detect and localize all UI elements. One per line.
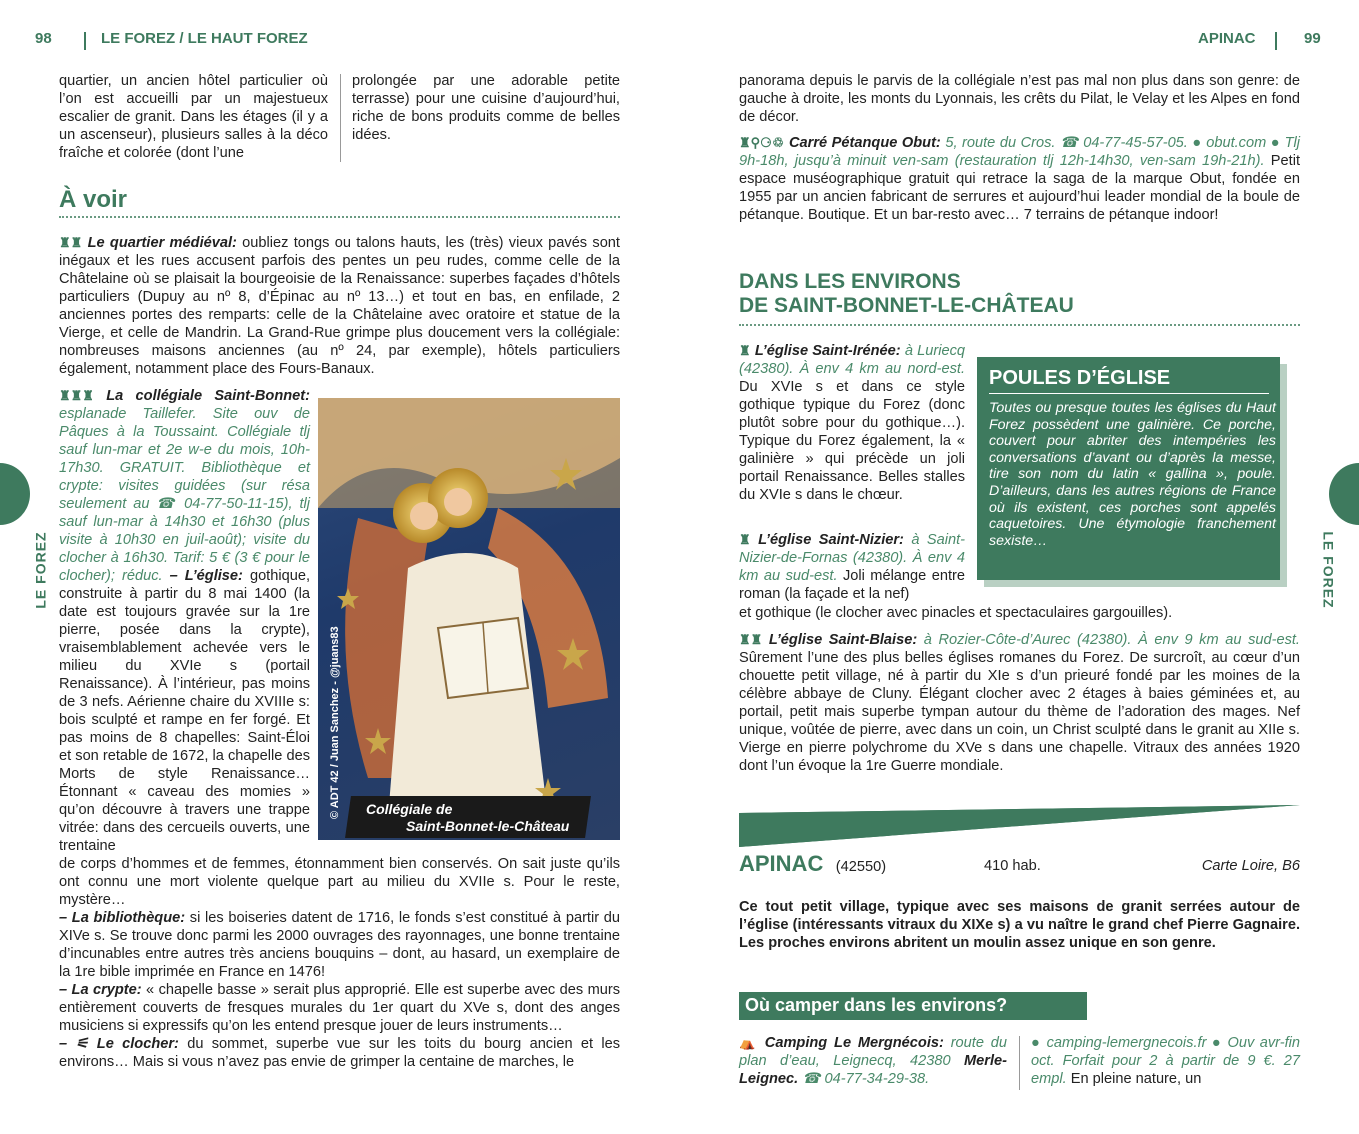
environs-title-2: DE SAINT-BONNET-LE-CHÂTEAU xyxy=(739,294,1074,317)
poules-title: POULES D’ÉGLISE xyxy=(989,367,1171,389)
left-running-title: LE FOREZ / LE HAUT FOREZ xyxy=(101,30,308,47)
collegiale-intro xyxy=(59,387,310,855)
apinac-banner xyxy=(739,805,1300,847)
clocher-text: du sommet, superbe vue sur les toits du bourg ancien et les environs… Mais si vous n’avez pas envie de grimper la centaine de marches, le xyxy=(59,1036,620,1070)
camping-col2-text: En pleine nature, un xyxy=(1066,1071,1202,1087)
apinac-code: (42550) xyxy=(835,859,887,875)
apinac-pop: 410 hab. xyxy=(984,858,1041,874)
left-top-col2: prolongée par une adorable petite terrasse) pour une cuisine d’aujourd’hui, riche de bons produits comme de belles idées. xyxy=(352,73,620,143)
right-top-text: panorama depuis le parvis de la collégiale n’est pas mal non plus dans son genre: de gauche à droite, les monts du Lyonnais, les crêts du Pilat, le Velay et les Alpes en fond de décor. xyxy=(739,73,1300,125)
clocher-label: – ⚟ Le clocher: xyxy=(59,1036,179,1052)
blaise-title: L’église Saint-Blaise: xyxy=(768,632,918,648)
left-page-number: 98 xyxy=(35,30,52,47)
poules-box xyxy=(977,357,1280,580)
left-side-label: LE FOREZ xyxy=(32,531,49,609)
eglise-cont: de corps d’hommes et de femmes, étonnamment bien conservés. On sait juste qu’ils ont connu une mort violente quelque part au milieu du XVIIe s. Pour le reste, mystère… xyxy=(59,856,620,908)
nizier-text: Joli mélange entre roman (la façade et la nef) xyxy=(739,568,965,602)
camping-info1: route du plan d’eau, Leignecq, 42380 xyxy=(739,1035,1008,1069)
carre-text: Petit espace muséographique gratuit qui retrace la saga de la marque Obut, fondée en 1955 par un ancien fabricant de serrures et aujourd’hui leader mondial de la boule de pétanque. Boutique. Et un bar-resto avec… 7 terrains de pétanque indoor! xyxy=(739,153,1301,223)
biblio-text: si les boiseries datent de 1716, le fonds s’est constitué à partir du XIVe s. Se trouve donc parmi les 2000 ouvrages des rayonnages, une bonne trentaine d’incunables entre autres très anciens bouquins – dont, au hasard, un exemplaire de la 1re bible imprimée en France en 1476! xyxy=(59,910,621,980)
monument-icon: ♜ xyxy=(739,532,751,547)
header-divider-left xyxy=(84,32,86,50)
irenee-title: L’église Saint-Irénée: xyxy=(754,343,901,359)
right-thumb-tab xyxy=(1329,463,1359,525)
camping-col1 xyxy=(739,1034,1007,1088)
irenee-text: Du XVIe s et dans ce style gothique typique du Forez (donc plutôt sobre pour du gothique…). Typique du Forez également, la « galinière » qui précède un joli portail Renaissance. Belles stalles du XVIe s dans le chœur. xyxy=(739,379,965,503)
biblio-label: – La bibliothèque: xyxy=(59,910,186,926)
environs-title-1: DANS LES ENVIRONS xyxy=(739,270,961,293)
monument-icon: ♜ xyxy=(739,343,751,358)
a-voir-title: À voir xyxy=(59,186,128,213)
collegiale-photo xyxy=(318,398,620,840)
tent-icon: ⛺ xyxy=(739,1035,758,1050)
camping-title: Camping Le Mergnécois: xyxy=(764,1035,944,1051)
blaise-text: Sûrement l’une des plus belles églises romanes du Forez. De surcroît, au cœur d’un chouette petit village, né à partir du XIe s d’un prieuré fondé par les moines de la célèbre abbaye de Cluny. Élégant clocher avec 2 étages à baies géminées et, au portail, petit mais superbe tympan autour du thème de l’adoration des mages. Nef unique, voûtée de pierre, avec dans un coin, un Christ sculpté dans le granit au XIIe s. Vierge en pierre polychrome du XVe s dans une chapelle. Vitraux des années 1920 dont l’un évoque la 1re Guerre mondiale. xyxy=(739,650,1300,774)
environs-heading xyxy=(739,270,1300,326)
monument-icon: ♜♜ xyxy=(739,632,763,647)
apinac-heading xyxy=(739,851,1300,881)
left-top-col1: quartier, un ancien hôtel particulier où l’on est accueilli par un majestueux escalier de granit. Dans les étages (il y a un ascenseur), plusieurs salles à la déco fraîche et colorée (dont l’une xyxy=(59,73,328,161)
nizier-info: à Saint-Nizier-de-Fornas (42380). À env 4 km au sud-est. xyxy=(739,532,965,584)
right-running-title: APINAC xyxy=(1198,30,1256,47)
crypte-text: « chapelle basse » serait plus approprié. Elle est superbe avec des murs entièrement couverts de fresques murales du 1er quart du XVe s, dont des anges musiciens si expressifs qu’on les entend presque jouer de leurs instruments… xyxy=(59,982,621,1034)
collegiale-continued xyxy=(59,855,620,1071)
amenity-icons: ♜⚲⚆♲ xyxy=(739,135,785,150)
monument-icon: ♜♜ xyxy=(59,235,83,250)
carre-title: Carré Pétanque Obut: xyxy=(789,135,941,151)
photo-caption-line2: Saint-Bonnet-le-Château xyxy=(406,818,570,834)
apinac-map-ref: Carte Loire, B6 xyxy=(1201,858,1300,874)
right-side-label: LE FOREZ xyxy=(1320,531,1337,609)
left-thumb-tab xyxy=(0,463,30,525)
camping-info-bold: Merle-Leignec. xyxy=(739,1053,1007,1087)
carre-info: 5, route du Cros. ☎ 04-77-45-57-05. ● obut.com ● Tlj 9h-18h, jusqu’à minuit ven-sam (restauration tlj 12h-14h30, ven-sam 19h-21h). xyxy=(739,135,1301,169)
quartier-medieval xyxy=(59,234,620,378)
right-page-number: 99 xyxy=(1304,30,1321,47)
apinac-name: APINAC xyxy=(739,851,824,876)
saint-blaise xyxy=(739,631,1300,775)
poules-text: Toutes ou presque toutes les églises du Haut Forez possèdent une galinière. Ce porche, couvert pour abriter des intempéries les conversations d’avant ou d’après la messe, tire son nom du latin « gallina », poule. D’ailleurs, dans les autres régions de France où ils existent, ces porches sont appelés caquetoires. Une étymologie franchement sexiste… xyxy=(989,400,1276,549)
crypte-label: – La crypte: xyxy=(59,982,142,998)
carre-petanque xyxy=(739,134,1300,224)
camper-title: Où camper dans les environs? xyxy=(745,995,1008,1015)
irenee-info: à Luriecq (42380). À env 4 km au nord-est. xyxy=(739,343,965,377)
monument-icon: ♜♜♜ xyxy=(59,388,94,403)
collegiale-title: La collégiale Saint-Bonnet: xyxy=(106,388,310,404)
a-voir-heading xyxy=(59,186,620,218)
photo-caption-line1: Collégiale de xyxy=(366,801,453,817)
camping-column-rule xyxy=(1019,1036,1020,1090)
saint-irenee xyxy=(739,342,965,504)
fresco-angels-illustration xyxy=(318,398,620,840)
saint-nizier xyxy=(739,531,965,603)
apinac-intro: Ce tout petit village, typique avec ses maisons de granit serrées autour de l’église (intéressants vitraux du XIXe s) a vu naître le grand chef Pierre Gagnaire. Les proches environs abritent un moulin assez unique en son genre. xyxy=(739,899,1300,951)
camping-col2-info: ● camping-lemergnecois.fr ● Ouv avr-fin oct. Forfait pour 2 à partir de 9 €. 27 empl. xyxy=(1031,1035,1300,1087)
nizier-title: L’église Saint-Nizier: xyxy=(758,532,904,548)
camper-heading xyxy=(739,992,1087,1020)
eglise-label: – L’église: xyxy=(169,568,243,584)
nizier-continued: et gothique (le clocher avec pinacles et spectaculaires gargouilles). xyxy=(739,605,1173,621)
quartier-title: Le quartier médiéval: xyxy=(87,235,237,251)
poules-title-rule xyxy=(989,393,1269,394)
eglise-text: gothique, construite à partir du 8 mai 1400 (la date est toujours gravée sur la 1re pierre, posée dans la crypte), vraisemblablement achevée vers le milieu du XVIe s (portail Renaissance). À l’intérieur, pas moins de 3 nefs. Aérienne chaire du XVIIIe s: bois sculpté et rampe en fer forgé. Et pas moins de 8 chapelles: Saint-Éloi et son retable de 1672, la chapelle des Morts de style Renaissance… Étonnant « caveau des momies » qu’on découvre à travers une trappe vitrée: dans des cercueils ouverts, une trentaine xyxy=(59,568,310,854)
blaise-info: à Rozier-Côte-d’Aurec (42380). À env 9 km au sud-est. xyxy=(917,632,1300,648)
column-rule xyxy=(340,74,341,162)
collegiale-info: esplanade Taillefer. Site ouv de Pâques à la Toussaint. Collégiale tlj sauf lun-mar et 2e w-e du mois, 10h-17h30. GRATUIT. Bibliothèque et crypte: visites guidées (sur résa seulement au ☎ 04-77-50-11-15), tlj sauf lun-mar à 14h30 et 16h30 (plus visite à 10h30 en juil-août); visite du clocher à 16h30. Tarif: 5 € (3 € pour le clocher); réduc. xyxy=(59,406,310,584)
camping-info2: ☎ 04-77-34-29-38. xyxy=(798,1071,930,1087)
camping-col2 xyxy=(1031,1034,1300,1088)
header-divider-right xyxy=(1275,32,1277,50)
photo-credit: © ADT 42 / Juan Sanchez - @juans83 xyxy=(329,626,341,819)
quartier-text: oubliez tongs ou talons hauts, les (très) vieux pavés sont inégaux et les rues accusent parfois des pentes un peu rudes, comme celle de la Châtelaine où se plaisait la bourgeoisie de la Renaissance: superbes façades d’hôtels particuliers (Dupuy au nº 8, d’Épinac au nº 13…) et tout en bas, en enfilade, 2 anciennes portes des remparts: celle de la Châtelaine avec oratoire et statue de la Vierge, et celle de Mandrin. La Grand-Rue grimpe plus doucement vers la collégiale: nombreuses maisons anciennes (au nº 24, par exemple), hôtels particuliers également, notamment place des Fours-Banaux. xyxy=(59,235,620,377)
